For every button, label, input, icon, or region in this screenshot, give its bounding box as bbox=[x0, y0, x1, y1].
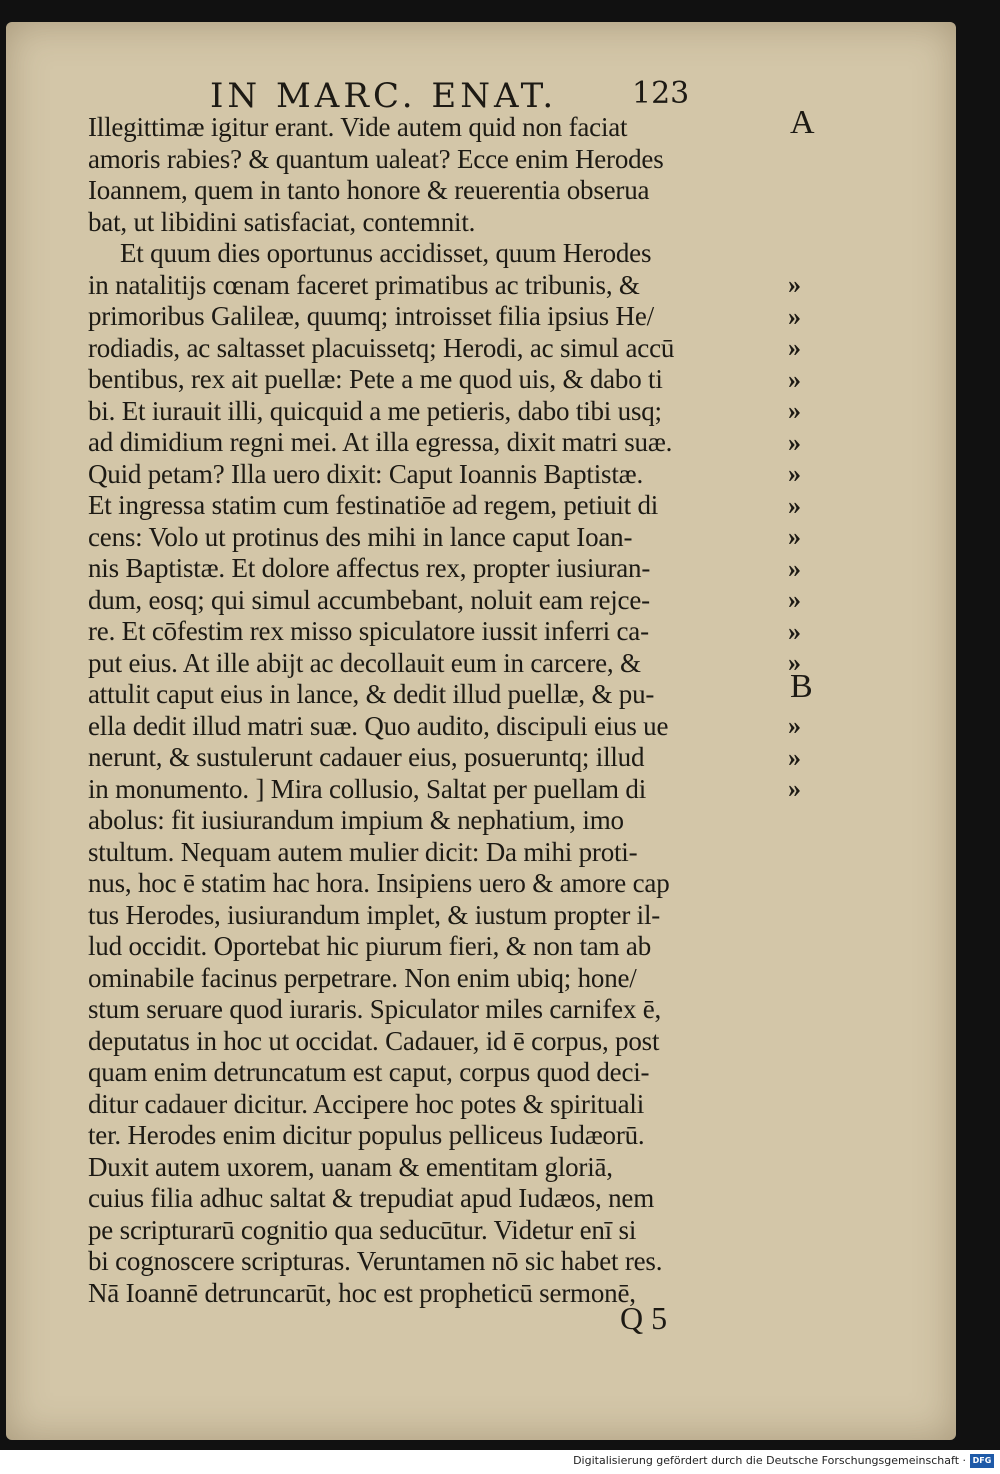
margin-quote: » bbox=[788, 333, 801, 362]
margin-quote: » bbox=[788, 427, 801, 457]
text-line: nerunt, & sustulerunt cadauer eius, posueruntq; illud bbox=[88, 742, 645, 772]
margin-quote: » bbox=[788, 490, 801, 520]
text-line: Duxit autem uxorem, uanam & ementitam gloriā, bbox=[88, 1151, 613, 1182]
text-line: bat, ut libidini satisfaciat, contemnit. bbox=[88, 206, 476, 237]
body-text bbox=[88, 112, 768, 1309]
margin-letter-b: B bbox=[790, 668, 813, 705]
text-line: rodiadis, ac saltasset placuissetq; Herodi, ac simul accū bbox=[88, 332, 675, 363]
text-line: Nā Ioannē detruncarūt, hoc est propheticū sermonē, bbox=[88, 1277, 636, 1308]
text-line: bentibus, rex ait puellæ: Pete a me quod uis, & dabo ti bbox=[88, 364, 663, 394]
text-line: in monumento. ] Mira collusio, Saltat per puellam di bbox=[88, 773, 646, 804]
margin-quote: » bbox=[788, 301, 801, 331]
text-line: tus Herodes, iusiurandum implet, & iustum propter il- bbox=[88, 899, 661, 930]
text-line: nis Baptistæ. Et dolore affectus rex, propter iusiuran- bbox=[88, 553, 651, 583]
text-line: stum seruare quod iuraris. Spiculator miles carnifex ē, bbox=[88, 994, 662, 1024]
margin-letter-a: A bbox=[790, 104, 815, 141]
margin-quote: » bbox=[788, 742, 801, 772]
text-line: stultum. Nequam autem mulier dicit: Da mihi proti- bbox=[88, 836, 638, 867]
margin-quote: » bbox=[788, 459, 801, 488]
margin-quote: » bbox=[788, 396, 801, 425]
text-line: put eius. At ille abijt ac decollauit eum in carcere, & bbox=[88, 647, 641, 678]
text-line: Ioannem, quem in tanto honore & reuerentia obserua bbox=[88, 175, 650, 205]
margin-quote: » bbox=[788, 616, 801, 646]
text-line: pe scripturarū cognitio qua seducūtur. Videtur enī si bbox=[88, 1214, 637, 1245]
margin-quote: » bbox=[788, 364, 801, 394]
text-line: Quid petam? Illa uero dixit: Caput Ioannis Baptistæ. bbox=[88, 458, 644, 489]
text-line: ditur cadauer dicitur. Accipere hoc potes & spirituali bbox=[88, 1088, 645, 1119]
text-line: cens: Volo ut protinus des mihi in lance caput Ioan- bbox=[88, 521, 633, 552]
margin-quote: » bbox=[788, 648, 801, 677]
text-line: nus, hoc ē statim hac hora. Insipiens uero & amore cap bbox=[88, 868, 670, 898]
margin-quote: » bbox=[788, 774, 801, 803]
margin-quote: » bbox=[788, 585, 801, 614]
dfg-logo-icon: DFG bbox=[970, 1454, 994, 1468]
text-line: Et quum dies oportunus accidisset, quum Herodes bbox=[120, 238, 652, 268]
text-line: cuius filia adhuc saltat & trepudiat apud Iudæos, nem bbox=[88, 1183, 655, 1213]
text-line: primoribus Galileæ, quumq; introisset filia ipsius He/ bbox=[88, 301, 654, 331]
text-line: ella dedit illud matri suæ. Quo audito, discipuli eius ue bbox=[88, 710, 669, 741]
text-line: bi cognoscere scripturas. Veruntamen nō sic habet res. bbox=[88, 1246, 663, 1276]
text-line: re. Et cōfestim rex misso spiculatore iussit inferri ca- bbox=[88, 616, 649, 646]
running-title: IN MARC. ENAT. bbox=[210, 76, 558, 116]
footer-bar bbox=[0, 1450, 1000, 1474]
text-line: in natalitijs cœnam faceret primatibus ac tribunis, & bbox=[88, 269, 640, 300]
margin-quote: » bbox=[788, 553, 801, 583]
text-line: lud occidit. Oportebat hic piurum fieri, & non tam ab bbox=[88, 931, 652, 961]
text-line: ter. Herodes enim dicitur populus pelliceus Iudæorū. bbox=[88, 1120, 645, 1150]
text-line: ominabile facinus perpetrare. Non enim ubiq; hone/ bbox=[88, 962, 637, 993]
text-line: attulit caput eius in lance, & dedit illud puellæ, & pu- bbox=[88, 679, 655, 709]
text-line: amoris rabies? & quantum ualeat? Ecce enim Herodes bbox=[88, 143, 664, 174]
margin-quote: » bbox=[788, 522, 801, 551]
text-line: Et ingressa statim cum festinatiōe ad regem, petiuit di bbox=[88, 490, 659, 520]
text-line: deputatus in hoc ut occidat. Cadauer, id ē corpus, post bbox=[88, 1025, 660, 1056]
text-line: quam enim detruncatum est caput, corpus quod deci- bbox=[88, 1057, 650, 1087]
page-number: 123 bbox=[632, 76, 690, 111]
funding-credit: Digitalisierung gefördert durch die Deutsche Forschungsgemeinschaft · bbox=[573, 1454, 966, 1467]
text-line: Illegittimæ igitur erant. Vide autem quid non faciat bbox=[88, 112, 628, 142]
margin-quote: » bbox=[788, 270, 801, 299]
margin-quote: » bbox=[788, 711, 801, 740]
text-line: abolus: fit iusiurandum impium & nephatium, imo bbox=[88, 805, 624, 835]
signature-mark: Q 5 bbox=[620, 1300, 668, 1336]
text-line: dum, eosq; qui simul accumbebant, noluit eam rejce- bbox=[88, 584, 650, 615]
text-line: bi. Et iurauit illi, quicquid a me petieris, dabo tibi usq; bbox=[88, 395, 662, 426]
text-line: ad dimidium regni mei. At illa egressa, dixit matri suæ. bbox=[88, 427, 673, 457]
